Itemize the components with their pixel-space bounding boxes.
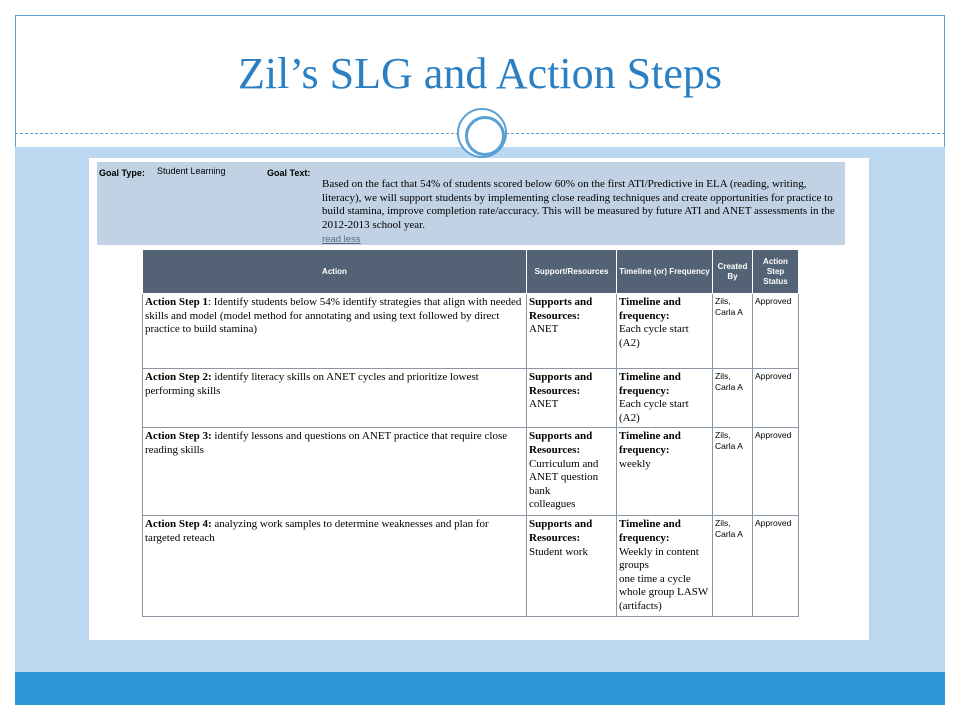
header-action: Action bbox=[143, 250, 527, 294]
action-cell bbox=[143, 516, 527, 617]
action-label: Action Step 2: bbox=[145, 371, 212, 383]
timeline-text: weekly bbox=[619, 457, 651, 470]
action-text: analyzing work samples to determine weaknesses and plan for targeted reteach bbox=[145, 518, 489, 544]
table-row bbox=[143, 294, 799, 369]
goal-text-label: Goal Text: bbox=[267, 168, 311, 178]
table-row bbox=[143, 369, 799, 428]
action-cell bbox=[143, 428, 527, 516]
status-cell: Approved bbox=[753, 294, 799, 369]
action-text: identify literacy skills on ANET cycles and prioritize lowest performing skills bbox=[145, 371, 479, 397]
timeline-label: Timeline and frequency: bbox=[619, 518, 681, 544]
table-row bbox=[143, 516, 799, 617]
timeline-cell bbox=[617, 294, 713, 369]
header-support: Support/Resources bbox=[527, 250, 617, 294]
status-cell: Approved bbox=[753, 369, 799, 428]
support-label: Supports and Resources: bbox=[529, 296, 593, 322]
support-label: Supports and Resources: bbox=[529, 371, 593, 397]
table-row bbox=[143, 428, 799, 516]
support-cell bbox=[527, 294, 617, 369]
table-header-row bbox=[143, 250, 799, 294]
support-text: ANET bbox=[529, 398, 559, 411]
goal-type-label: Goal Type: bbox=[99, 168, 145, 178]
goal-type-value: Student Learning bbox=[157, 166, 226, 176]
header-timeline: Timeline (or) Frequency bbox=[617, 250, 713, 294]
action-cell bbox=[143, 294, 527, 369]
action-label: Action Step 1 bbox=[145, 296, 208, 308]
action-label: Action Step 4: bbox=[145, 518, 212, 531]
action-text: identify lessons and questions on ANET practice that require close reading skills bbox=[145, 430, 508, 456]
created-by-cell: Zils, Carla A bbox=[713, 369, 753, 428]
created-by-cell: Zils, Carla A bbox=[713, 428, 753, 516]
support-cell bbox=[527, 428, 617, 516]
timeline-label: Timeline and frequency: bbox=[619, 430, 681, 456]
action-cell bbox=[143, 369, 527, 428]
timeline-text: Each cycle start (A2) bbox=[619, 323, 689, 349]
action-steps-table bbox=[142, 249, 799, 617]
action-text: : Identify students below 54% identify strategies that align with needed skills and model (model method for annotating and using text followed by direct practice to build stamina) bbox=[145, 296, 522, 336]
support-text: Curriculum and ANET question bank colleagues bbox=[529, 457, 599, 511]
read-less-link[interactable]: read less bbox=[322, 234, 361, 245]
support-label: Supports and Resources: bbox=[529, 430, 593, 456]
goal-panel bbox=[97, 162, 845, 245]
status-cell: Approved bbox=[753, 428, 799, 516]
timeline-text: Each cycle start (A2) bbox=[619, 398, 689, 424]
header-created-by: Created By bbox=[713, 250, 753, 294]
embedded-screenshot bbox=[89, 158, 869, 640]
status-cell: Approved bbox=[753, 516, 799, 617]
circle-ornament bbox=[457, 108, 507, 158]
timeline-label: Timeline and frequency: bbox=[619, 296, 681, 322]
support-label: Supports and Resources: bbox=[529, 518, 593, 544]
timeline-label: Timeline and frequency: bbox=[619, 371, 681, 397]
support-text: Student work bbox=[529, 545, 588, 558]
created-by-cell: Zils, Carla A bbox=[713, 294, 753, 369]
slide-title: Zil’s SLG and Action Steps bbox=[238, 49, 722, 98]
support-text: ANET bbox=[529, 323, 559, 336]
goal-text: Based on the fact that 54% of students scored below 60% on the first ATI/Predictive in ELA (reading, writing, literacy), we will support students by implementing close reading techniques and create opportunities for practice to build stamina, improve completion rate/accuracy. This will be measured by future ATI and ANET assessments in the 2012-2013 school year. bbox=[322, 178, 835, 231]
support-cell bbox=[527, 369, 617, 428]
timeline-cell bbox=[617, 428, 713, 516]
created-by-cell: Zils, Carla A bbox=[713, 516, 753, 617]
timeline-cell bbox=[617, 516, 713, 617]
bottom-band bbox=[15, 672, 945, 705]
action-label: Action Step 3: bbox=[145, 430, 212, 443]
header-status: Action Step Status bbox=[753, 250, 799, 294]
support-cell bbox=[527, 516, 617, 617]
timeline-text: Weekly in content groups one time a cycle whole group LASW (artifacts) bbox=[619, 545, 709, 612]
timeline-cell bbox=[617, 369, 713, 428]
